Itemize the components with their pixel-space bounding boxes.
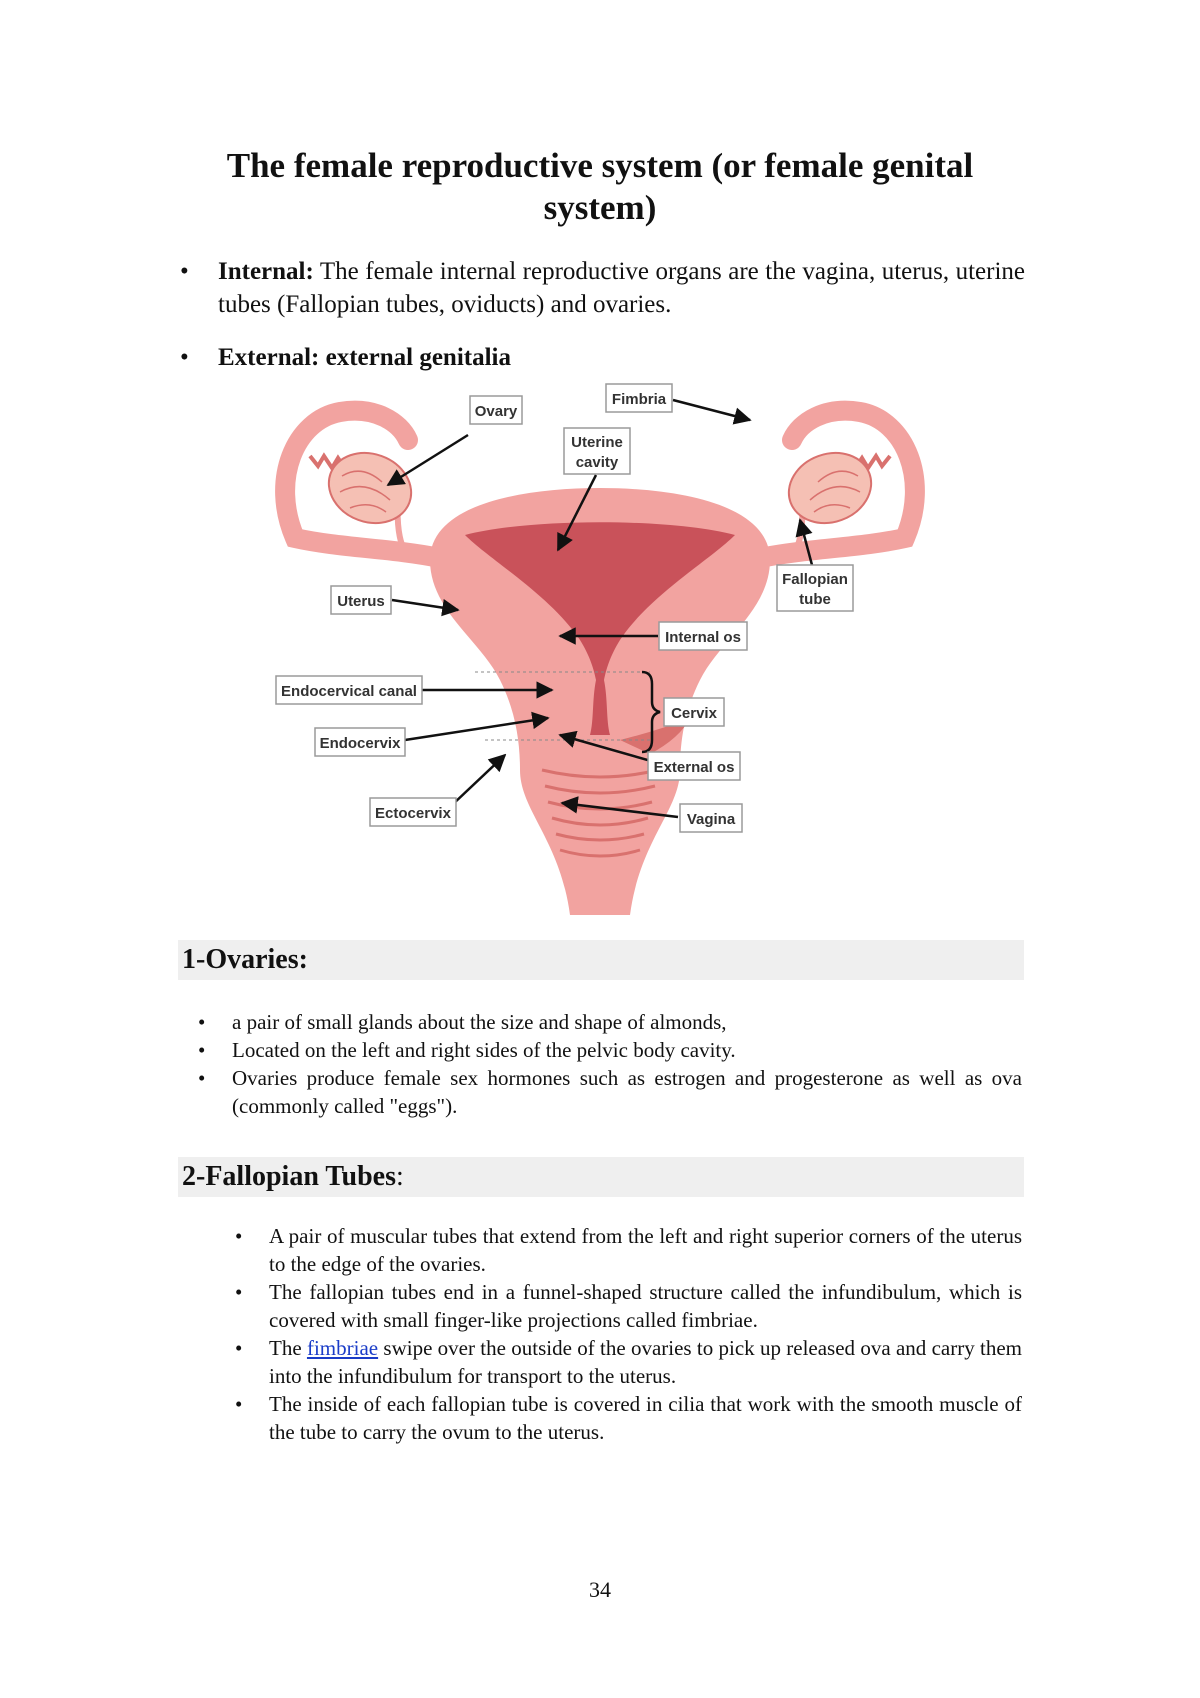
external-label: External: xyxy=(218,344,320,371)
svg-text:Endocervix: Endocervix xyxy=(319,735,401,752)
fimbriae-link[interactable]: fimbriae xyxy=(306,1336,379,1360)
label-external-os xyxy=(648,752,740,780)
ovaries-list xyxy=(232,1008,1022,1120)
fallopian-heading-text: 2-Fallopian Tubes xyxy=(182,1161,396,1192)
label-fallopian-tube xyxy=(777,565,853,611)
intro-internal xyxy=(180,255,1025,321)
intro-list xyxy=(180,255,1025,394)
reproductive-diagram xyxy=(280,391,920,915)
svg-text:Uterine: Uterine xyxy=(571,434,623,451)
intro-external xyxy=(180,341,1025,374)
label-ovary xyxy=(470,396,522,424)
ovaries-heading: 1-Ovaries: xyxy=(182,944,308,975)
svg-text:Fimbria: Fimbria xyxy=(611,391,667,408)
svg-text:Endocervical canal: Endocervical canal xyxy=(281,683,417,700)
list-item: • A pair of muscular tubes that extend from the left and right superior corners of the uterus to the edge of the ovaries. xyxy=(269,1222,1022,1278)
svg-text:Fallopian: Fallopian xyxy=(782,571,848,588)
fallopian-heading xyxy=(182,1157,404,1197)
list-item: • Ovaries produce female sex hormones such as estrogen and progesterone as well as ova (commonly called "eggs"). xyxy=(232,1064,1022,1120)
svg-text:Cervix: Cervix xyxy=(671,705,717,722)
svg-text:Vagina: Vagina xyxy=(686,811,736,828)
list-item: • Located on the left and right sides of the pelvic body cavity. xyxy=(232,1036,1022,1064)
fallopian-heading-colon: : xyxy=(395,1161,404,1192)
page-number: 34 xyxy=(589,1577,611,1602)
svg-text:External os: External os xyxy=(653,759,735,776)
label-ectocervix xyxy=(370,798,456,826)
list-item: • The fallopian tubes end in a funnel-shaped structure called the infundibulum, which is covered with small finger-like projections called fimbriae. xyxy=(269,1278,1022,1334)
label-uterus xyxy=(331,586,391,614)
list-item xyxy=(269,1334,1022,1390)
svg-text:Ovary: Ovary xyxy=(474,403,518,420)
list-item: • The inside of each fallopian tube is covered in cilia that work with the smooth muscle of the tube to carry the ovum to the uterus. xyxy=(269,1390,1022,1446)
internal-label: Internal: xyxy=(218,258,314,285)
svg-text:tube: tube xyxy=(799,591,831,608)
label-endocervix xyxy=(315,728,405,756)
internal-text: The female internal reproductive organs are the vagina, uterus, uterine tubes (Fallopian tubes, oviducts) and ovaries. xyxy=(218,258,1025,318)
label-cervix xyxy=(664,698,724,726)
svg-text:Ectocervix: Ectocervix xyxy=(375,805,451,822)
label-internal-os xyxy=(659,622,747,650)
item3-post: swipe over the outside of the ovaries to pick up released ova and carry them into the infundibulum for transport to the uterus. xyxy=(269,1336,1022,1388)
label-fimbria xyxy=(606,384,672,412)
svg-text:Internal os: Internal os xyxy=(665,629,741,646)
page-title: The female reproductive system (or female genital system) xyxy=(226,146,974,227)
fallopian-list xyxy=(269,1222,1022,1446)
label-vagina xyxy=(680,804,742,832)
label-endocervical-canal xyxy=(276,676,422,704)
item3-pre: The xyxy=(269,1336,307,1360)
label-uterine-cavity xyxy=(564,428,630,474)
svg-text:cavity: cavity xyxy=(575,454,619,471)
external-text: external genitalia xyxy=(319,344,512,371)
svg-text:Uterus: Uterus xyxy=(337,593,385,610)
list-item: • a pair of small glands about the size and shape of almonds, xyxy=(232,1008,1022,1036)
